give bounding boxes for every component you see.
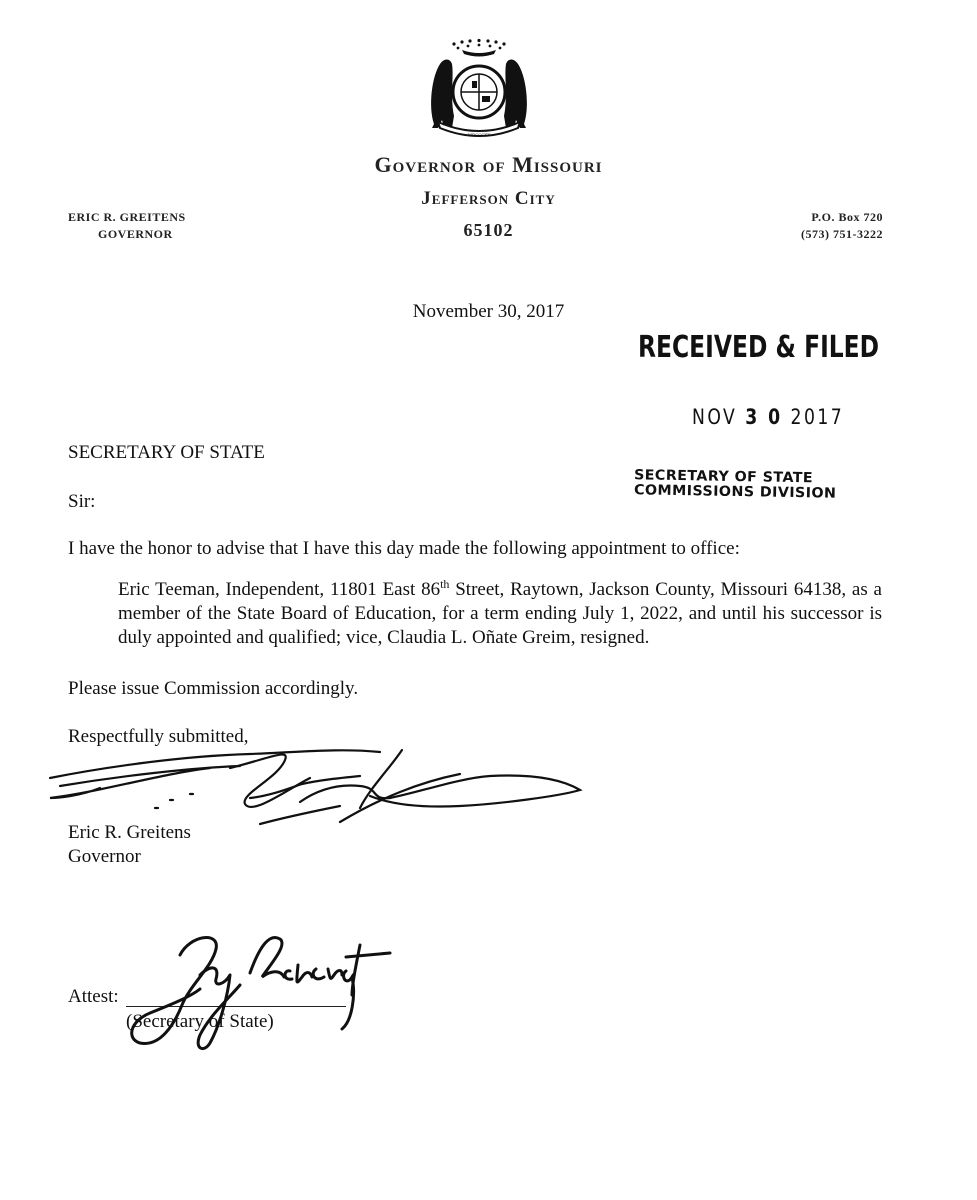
stamp-office [633,467,837,502]
closing: Respectfully submitted, [68,726,249,747]
signer-name: Eric R. Greitens [68,822,191,843]
governor-title: GOVERNOR [98,227,173,241]
stamp-month: NOV [692,405,738,429]
addressee: SECRETARY OF STATE [68,442,265,463]
svg-text:MDCCCXX: MDCCCXX [467,132,491,137]
letter-date: November 30, 2017 [412,301,565,322]
appointment-text-2: Street, Raytown, Jackson County, Missouri 64138, as a member of the State Board of Education, for a term ending July 1, 2022, and until his successor is duly appointed and qualified; vice, Claudia L. Oñate Greim, resigned. [118,579,882,648]
office-zip: 65102 [463,220,514,240]
secretary-of-state-signature [120,925,420,1055]
governor-name: ERIC R. GREITENS [68,210,186,224]
attest-label: Attest: [68,986,119,1007]
phone-number: (573) 751-3222 [801,227,883,241]
office-city: Jefferson City [421,188,556,209]
contact-header [801,209,883,243]
stamp-office-line1: SECRETARY OF STATE [633,467,814,487]
governor-name-header [68,209,186,243]
stamp-day: 3 0 [745,405,783,429]
stamp-year: 2017 [790,405,845,429]
stamp-date [692,405,844,429]
office-title: Governor of Missouri [374,152,603,177]
po-box: P.O. Box 720 [811,210,883,224]
appointment-superscript: th [440,577,450,591]
attest-title: (Secretary of State) [126,1011,274,1032]
signer-title: Governor [68,846,141,867]
missouri-state-seal-icon [424,36,534,140]
governor-signature [40,738,600,834]
intro-paragraph: I have the honor to advise that I have this day made the following appointment to office: [68,538,740,559]
salutation: Sir: [68,491,96,512]
appointment-text-1: Eric Teeman, Independent, 11801 East 86 [118,579,441,600]
appointment-paragraph [118,578,882,650]
received-stamp: RECEIVED & FILED [638,330,880,365]
stamp-office-line2: COMMISSIONS DIVISION [633,482,837,502]
request-line: Please issue Commission accordingly. [68,678,359,699]
